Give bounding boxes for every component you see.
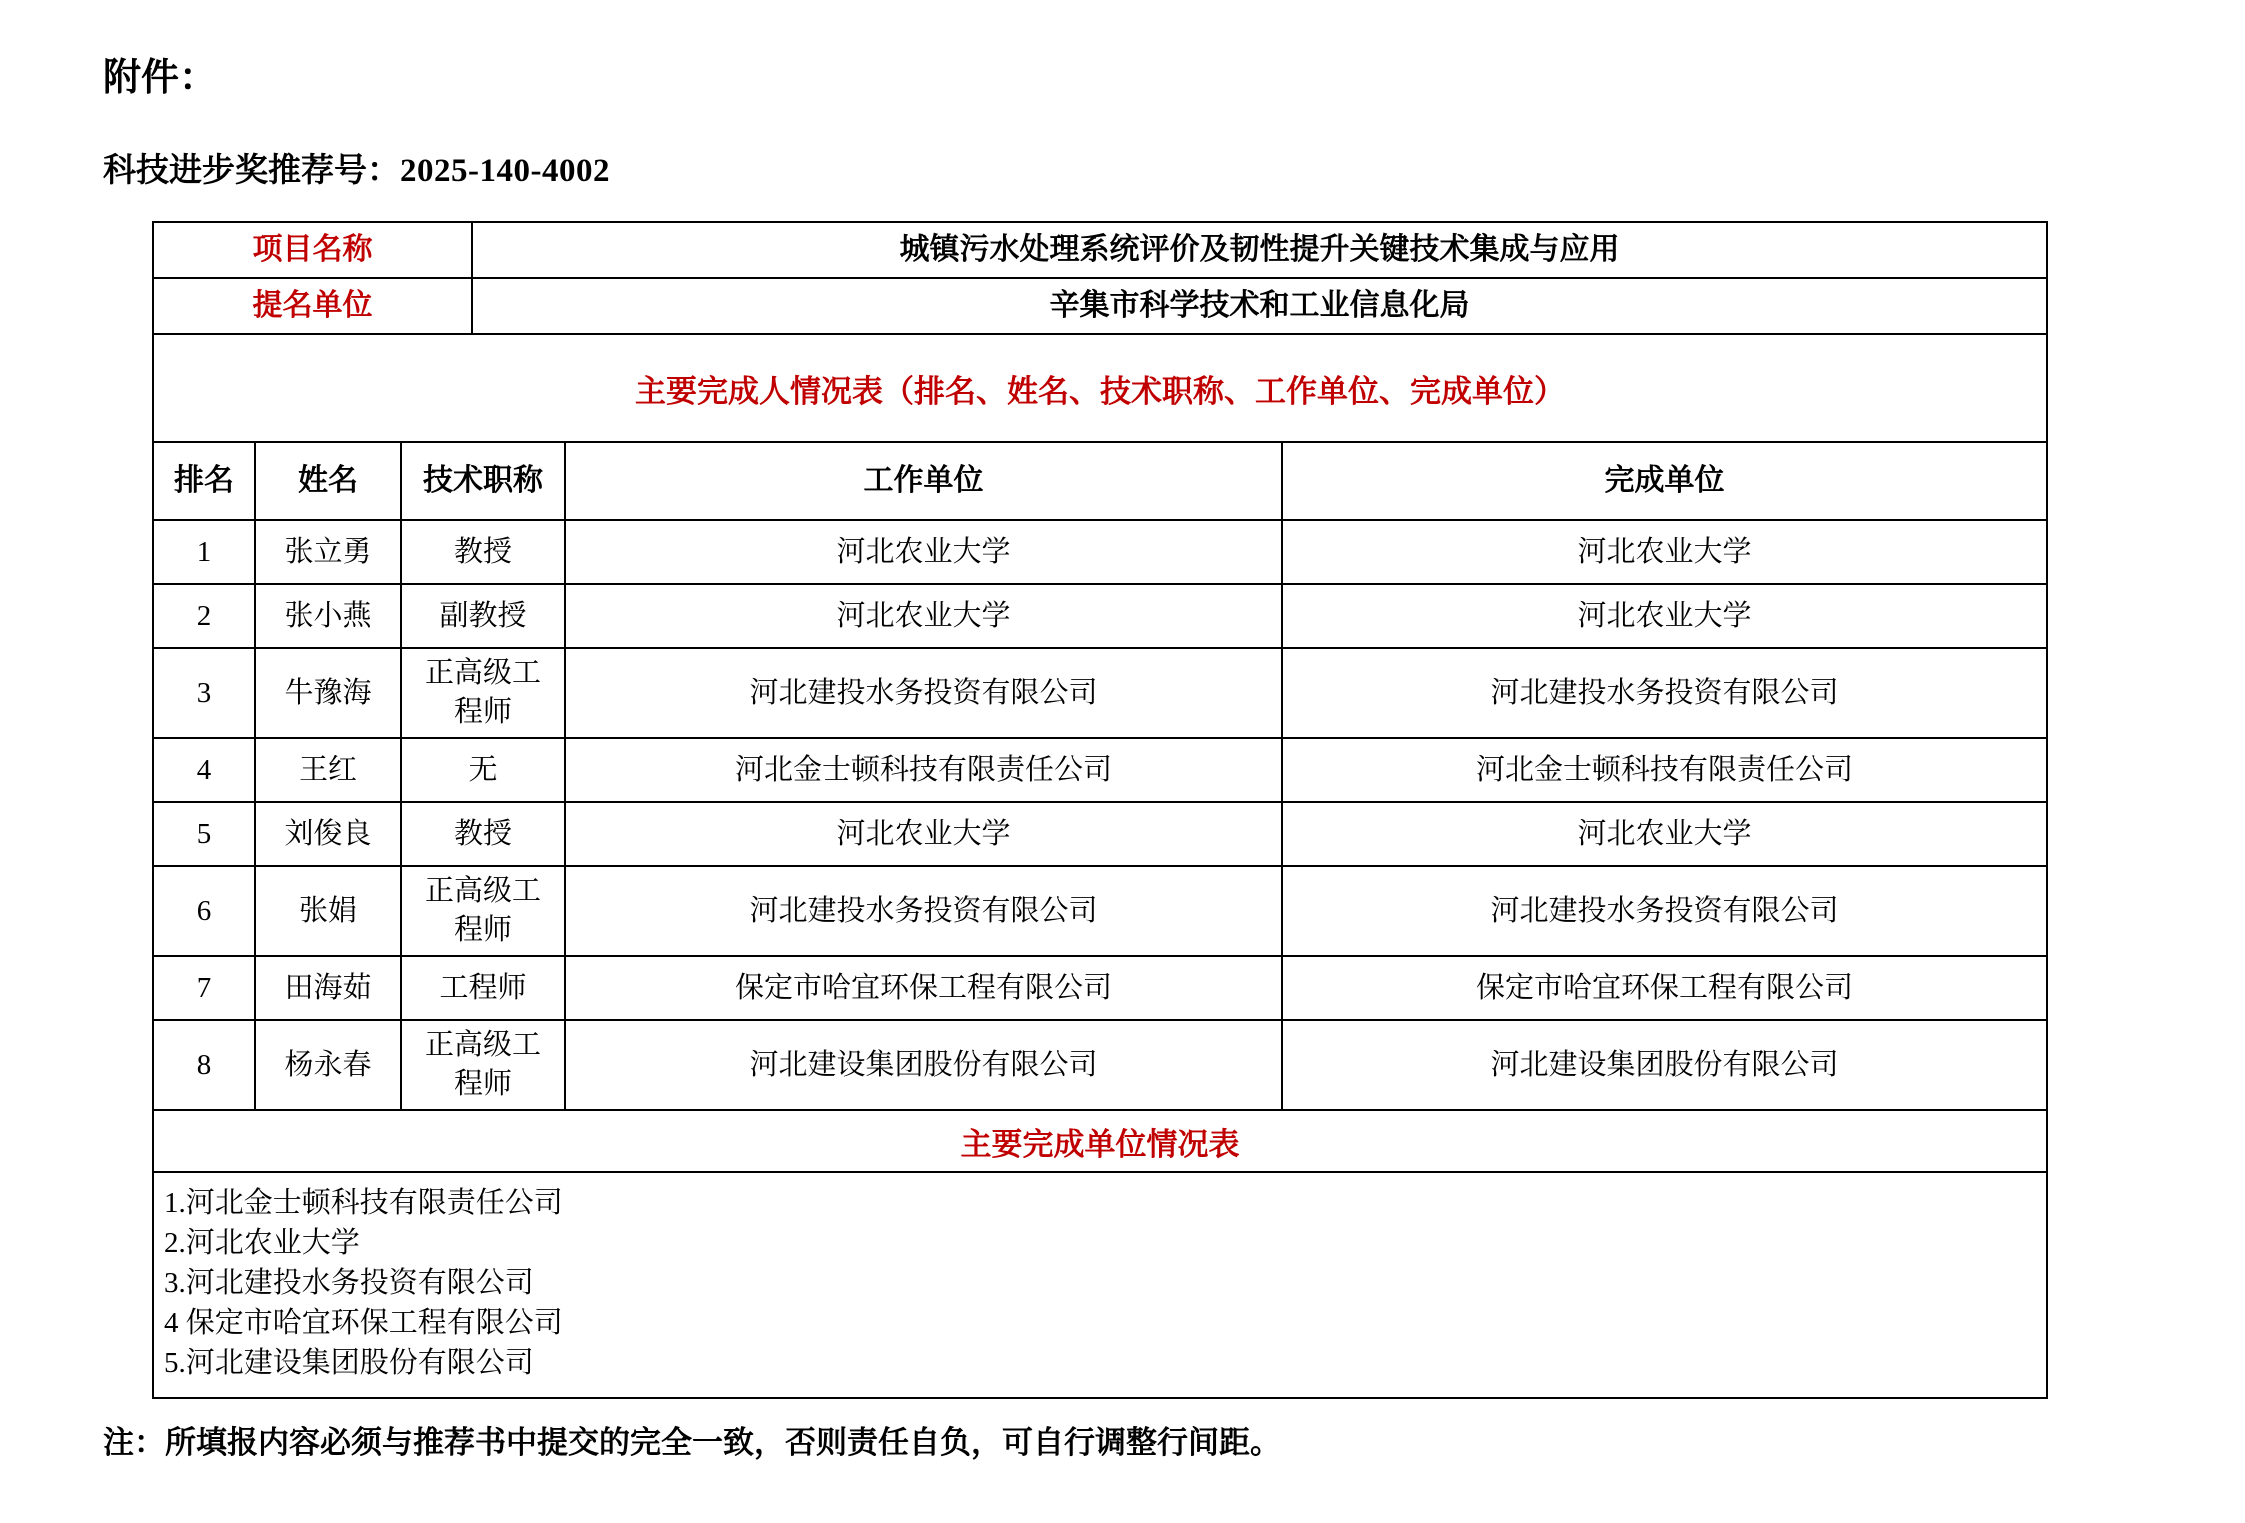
rank-cell: 2 (196, 599, 212, 632)
title-cell: 正高级工程师 (400, 649, 564, 737)
recommendation-label: 科技进步奖推荐号： (103, 152, 400, 189)
unit-item-2: 2.河北农业大学 (164, 1227, 360, 1260)
header-work-unit: 工作单位 (564, 443, 1281, 519)
project-name-value: 城镇污水处理系统评价及韧性提升关键技术集成与应用 (471, 223, 2046, 277)
work-unit-cell: 河北建设集团股份有限公司 (564, 1021, 1281, 1109)
completer-row-5 (154, 801, 2046, 865)
completion-unit-cell: 河北金士顿科技有限责任公司 (1281, 739, 2046, 801)
rank-cell: 5 (196, 817, 212, 850)
title-cell: 正高级工程师 (400, 867, 564, 955)
rank-cell: 1 (196, 535, 212, 568)
completion-unit-cell: 河北建投水务投资有限公司 (1281, 867, 2046, 955)
completion-unit-cell: 保定市哈宜环保工程有限公司 (1281, 957, 2046, 1019)
nominating-unit-label: 提名单位 (252, 288, 373, 322)
title-cell: 无 (400, 739, 564, 801)
unit-item-1: 1.河北金士顿科技有限责任公司 (164, 1187, 563, 1220)
work-unit-cell: 河北农业大学 (564, 803, 1281, 865)
completer-row-4 (154, 737, 2046, 801)
completers-section-title: 主要完成人情况表（排名、姓名、技术职称、工作单位、完成单位） (154, 333, 2046, 441)
name-cell: 张小燕 (254, 585, 400, 647)
completers-header-row (154, 441, 2046, 519)
project-name-label: 项目名称 (252, 232, 373, 266)
recommendation-line (103, 152, 2245, 192)
units-list (154, 1171, 2046, 1397)
nominating-unit-row (154, 277, 2046, 333)
unit-item-3: 3.河北建投水务投资有限公司 (164, 1267, 534, 1300)
completer-row-3 (154, 647, 2046, 737)
header-completion-unit: 完成单位 (1281, 443, 2046, 519)
name-cell: 张娟 (254, 867, 400, 955)
completer-row-7 (154, 955, 2046, 1019)
rank-cell: 4 (196, 753, 212, 786)
work-unit-cell: 河北建投水务投资有限公司 (564, 867, 1281, 955)
header-name: 姓名 (254, 443, 400, 519)
completion-unit-cell: 河北农业大学 (1281, 803, 2046, 865)
completion-unit-cell: 河北农业大学 (1281, 521, 2046, 583)
rank-cell: 8 (196, 1048, 212, 1081)
title-cell: 教授 (400, 521, 564, 583)
work-unit-cell: 河北农业大学 (564, 585, 1281, 647)
rank-cell: 7 (196, 971, 212, 1004)
name-cell: 王红 (254, 739, 400, 801)
award-recommendation-table (152, 221, 2048, 1399)
name-cell: 杨永春 (254, 1021, 400, 1109)
name-cell: 张立勇 (254, 521, 400, 583)
name-cell: 刘俊良 (254, 803, 400, 865)
name-cell: 牛豫海 (254, 649, 400, 737)
work-unit-cell: 保定市哈宜环保工程有限公司 (564, 957, 1281, 1019)
recommendation-number: 2025-140-4002 (400, 152, 610, 189)
completion-unit-cell: 河北农业大学 (1281, 585, 2046, 647)
title-cell: 工程师 (400, 957, 564, 1019)
work-unit-cell: 河北建投水务投资有限公司 (564, 649, 1281, 737)
completion-unit-cell: 河北建投水务投资有限公司 (1281, 649, 2046, 737)
title-cell: 教授 (400, 803, 564, 865)
unit-item-5: 5.河北建设集团股份有限公司 (164, 1347, 534, 1380)
header-rank: 排名 (174, 463, 234, 497)
rank-cell: 3 (196, 676, 212, 709)
unit-item-4: 4 保定市哈宜环保工程有限公司 (164, 1307, 563, 1340)
nominating-unit-value: 辛集市科学技术和工业信息化局 (471, 279, 2046, 333)
note-text (103, 1423, 2245, 1463)
attachment-label: 附件： (103, 57, 218, 99)
project-name-row (154, 223, 2046, 277)
note-content: 注：所填报内容必须与推荐书中提交的完全一致，否则责任自负，可自行调整行间距。 (103, 1425, 1281, 1461)
completer-row-8 (154, 1019, 2046, 1109)
name-cell: 田海茹 (254, 957, 400, 1019)
units-section-title: 主要完成单位情况表 (154, 1109, 2046, 1171)
work-unit-cell: 河北金士顿科技有限责任公司 (564, 739, 1281, 801)
header-title: 技术职称 (400, 443, 564, 519)
title-cell: 正高级工程师 (400, 1021, 564, 1109)
completion-unit-cell: 河北建设集团股份有限公司 (1281, 1021, 2046, 1109)
completer-row-1 (154, 519, 2046, 583)
rank-cell: 6 (196, 894, 212, 927)
work-unit-cell: 河北农业大学 (564, 521, 1281, 583)
title-cell: 副教授 (400, 585, 564, 647)
completer-row-6 (154, 865, 2046, 955)
completer-row-2 (154, 583, 2046, 647)
